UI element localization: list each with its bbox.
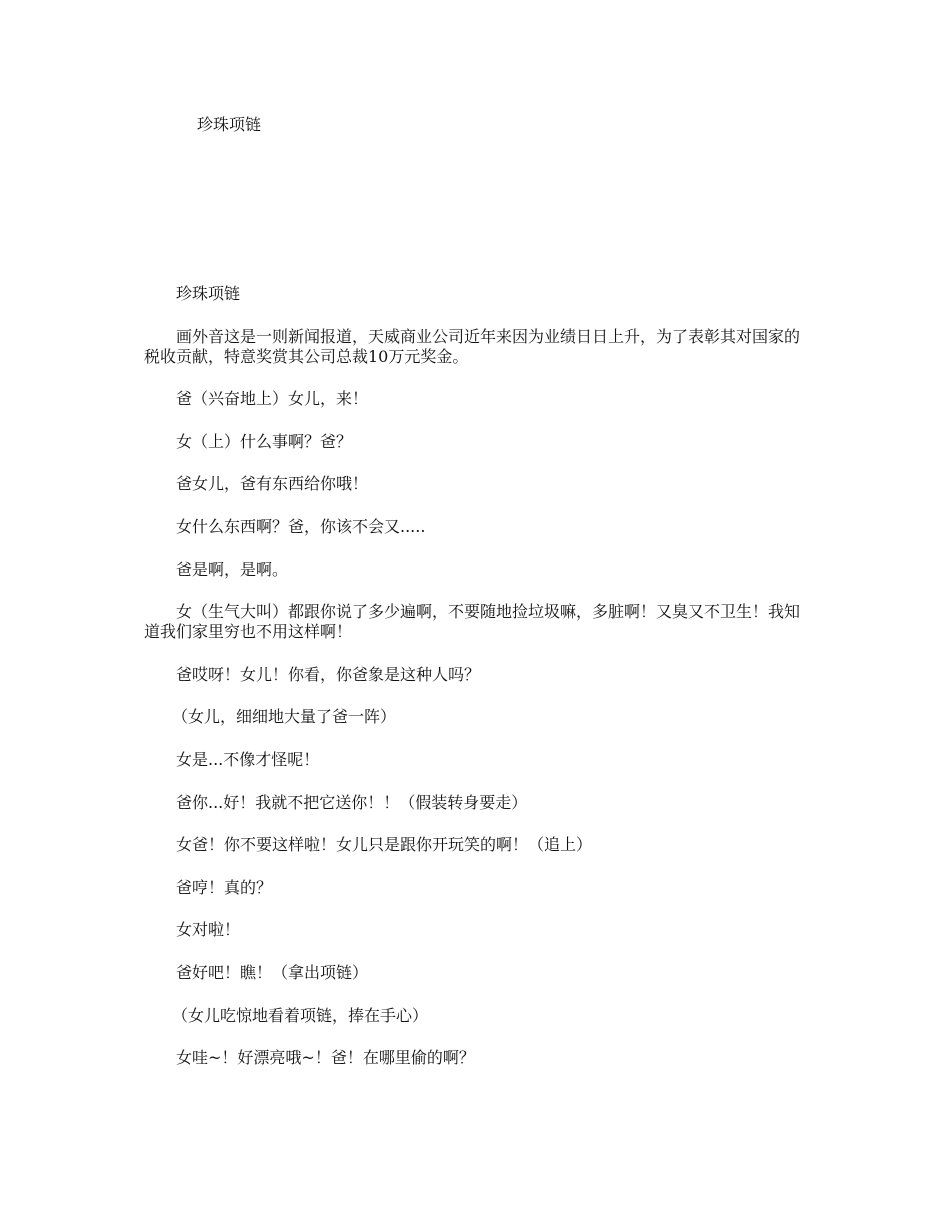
- paragraph-line: 爸哼！真的？: [176, 877, 273, 897]
- paragraph-line: 爸哎呀！女儿！你看，你爸象是这种人吗？: [176, 664, 481, 684]
- paragraph-narration: 画外音这是一则新闻报道，天威商业公司近年来因为业绩日日上升，为了表彰其对国家的税收贡献，特意奖赏其公司总裁10万元奖金。: [144, 326, 801, 366]
- paragraph-stage-direction: （女儿吃惊地看着项链，捧在手心）: [172, 1005, 429, 1025]
- paragraph-line: 爸好吧！瞧！（拿出项链）: [176, 962, 369, 982]
- paragraph-line: 女爸！你不要这样啦！女儿只是跟你开玩笑的啊！（追上）: [176, 835, 593, 855]
- doc-title: 珍珠项链: [176, 284, 241, 303]
- paragraph-line: 爸是啊，是啊。: [176, 559, 289, 579]
- paragraph-line: 爸（兴奋地上）女儿，来！: [176, 389, 369, 409]
- paragraph-line: 女什么东西啊？爸，你该不会又.....: [176, 516, 426, 536]
- paragraph-line: 女（上）什么事啊？爸？: [176, 431, 353, 451]
- paragraph-line: 女（生气大叫）都跟你说了多少遍啊，不要随地捡垃圾嘛，多脏啊！又臭又不卫生！我知道我们家里穷也不用这样啊！: [144, 602, 801, 642]
- paragraph-line: 爸你...好！我就不把它送你！！（假装转身要走）: [176, 792, 528, 812]
- paragraph-stage-direction: （女儿，细细地大量了爸一阵）: [172, 707, 397, 727]
- paragraph-line: 爸女儿，爸有东西给你哦！: [176, 474, 369, 494]
- paragraph-line: 女是...不像才怪呢！: [176, 749, 320, 769]
- paragraph-line: 女哇~！好漂亮哦~！爸！在哪里偷的啊？: [176, 1048, 475, 1068]
- document-body: [0, 284, 950, 1091]
- page-header-title: 珍珠项链: [197, 115, 262, 134]
- paragraph-line: 女对啦！: [176, 920, 241, 940]
